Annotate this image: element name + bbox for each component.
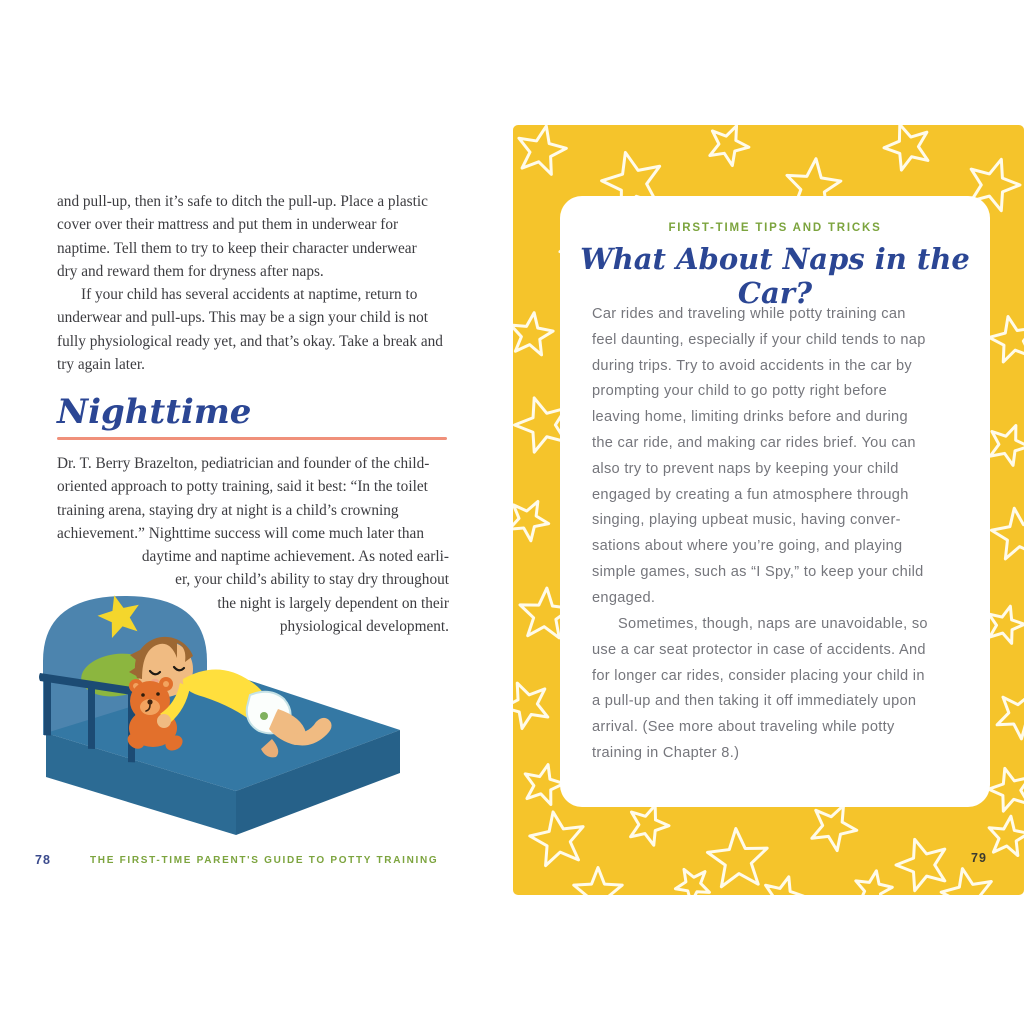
page-number-right: 79 [971, 851, 987, 865]
text-line: oriented approach to potty training, said it best: “In the toilet [57, 478, 428, 496]
text-line: er, your child’s ability to stay dry throughout [175, 571, 449, 589]
text-line: prompting your child to go potty right before [592, 383, 887, 400]
text-line: leaving home, limiting drinks before and during [592, 409, 908, 426]
intro-paragraph-2 [57, 283, 449, 376]
text-line: underwear and pull-ups. This may be a sign your child is not [57, 309, 429, 327]
intro-paragraph [57, 190, 449, 283]
text-line: feel daunting, especially if your child tends to nap [592, 331, 926, 348]
text-line: engaged. [592, 589, 656, 606]
text-line: and pull-up, then it’s safe to ditch the pull-up. Place a plastic [57, 193, 428, 210]
text-line: singing, playing upbeat music, having conver- [592, 512, 901, 529]
text-line: Sometimes, though, naps are unavoidable, so [618, 616, 928, 632]
text-line: training arena, staying dry at night is a child’s crowning [57, 501, 399, 519]
text-line: achievement.” Nighttime success will come much later than [57, 524, 424, 542]
text-line: try again later. [57, 355, 145, 373]
text-line: fully physiological ready yet, and that’s okay. Take a break and [57, 332, 443, 350]
card-title: What About Naps in the Car? [580, 242, 970, 310]
text-line: arrival. (See more about traveling while potty [592, 719, 895, 736]
text-line: Dr. T. Berry Brazelton, pediatrician and founder of the child- [57, 455, 430, 472]
text-line: If your child has several accidents at naptime, return to [81, 286, 418, 303]
text-line: Car rides and traveling while potty training can [592, 306, 906, 322]
text-line: use a car seat protector in case of accidents. And [592, 641, 926, 658]
card-paragraph-1 [592, 302, 960, 612]
text-line: dry and reward them for dryness after naps. [57, 262, 324, 280]
tips-card [560, 196, 990, 807]
text-line: naptime. Tell them to try to keep their character underwear [57, 239, 417, 257]
text-line: the car ride, and making car rides brief. You can [592, 434, 916, 451]
card-paragraph-2 [592, 612, 960, 767]
body-paragraph [57, 452, 449, 545]
text-line: a pull-up and then taking it off immediately upon [592, 693, 917, 710]
right-page [513, 125, 1024, 895]
text-line: simple games, such as “I Spy,” to keep your child [592, 563, 924, 580]
text-line: for longer car rides, consider placing your child in [592, 667, 925, 684]
card-eyebrow: FIRST-TIME TIPS AND TRICKS [668, 222, 882, 234]
text-line: training in Chapter 8.) [592, 744, 740, 761]
text-line: daytime and naptime achievement. As noted earli- [141, 548, 449, 565]
section-heading-nighttime: Nighttime [57, 392, 252, 432]
text-line: sations about where you’re going, and playing [592, 538, 903, 555]
text-line: engaged by creating a fun atmosphere through [592, 486, 909, 503]
text-line: also try to prevent naps by keeping your child [592, 460, 899, 477]
sleeping-child-in-bed-illustration [38, 583, 410, 841]
page-number-left: 78 [35, 853, 51, 867]
running-footer-title: THE FIRST-TIME PARENT'S GUIDE TO POTTY TRAINING [90, 855, 439, 866]
text-line: cover over their mattress and put them in underwear for [57, 216, 399, 234]
text-line: the night is largely dependent on their [217, 594, 449, 612]
heading-underline [57, 437, 447, 440]
text-line: during trips. Try to avoid accidents in the car by [592, 357, 912, 374]
text-line: physiological development. [279, 617, 449, 635]
